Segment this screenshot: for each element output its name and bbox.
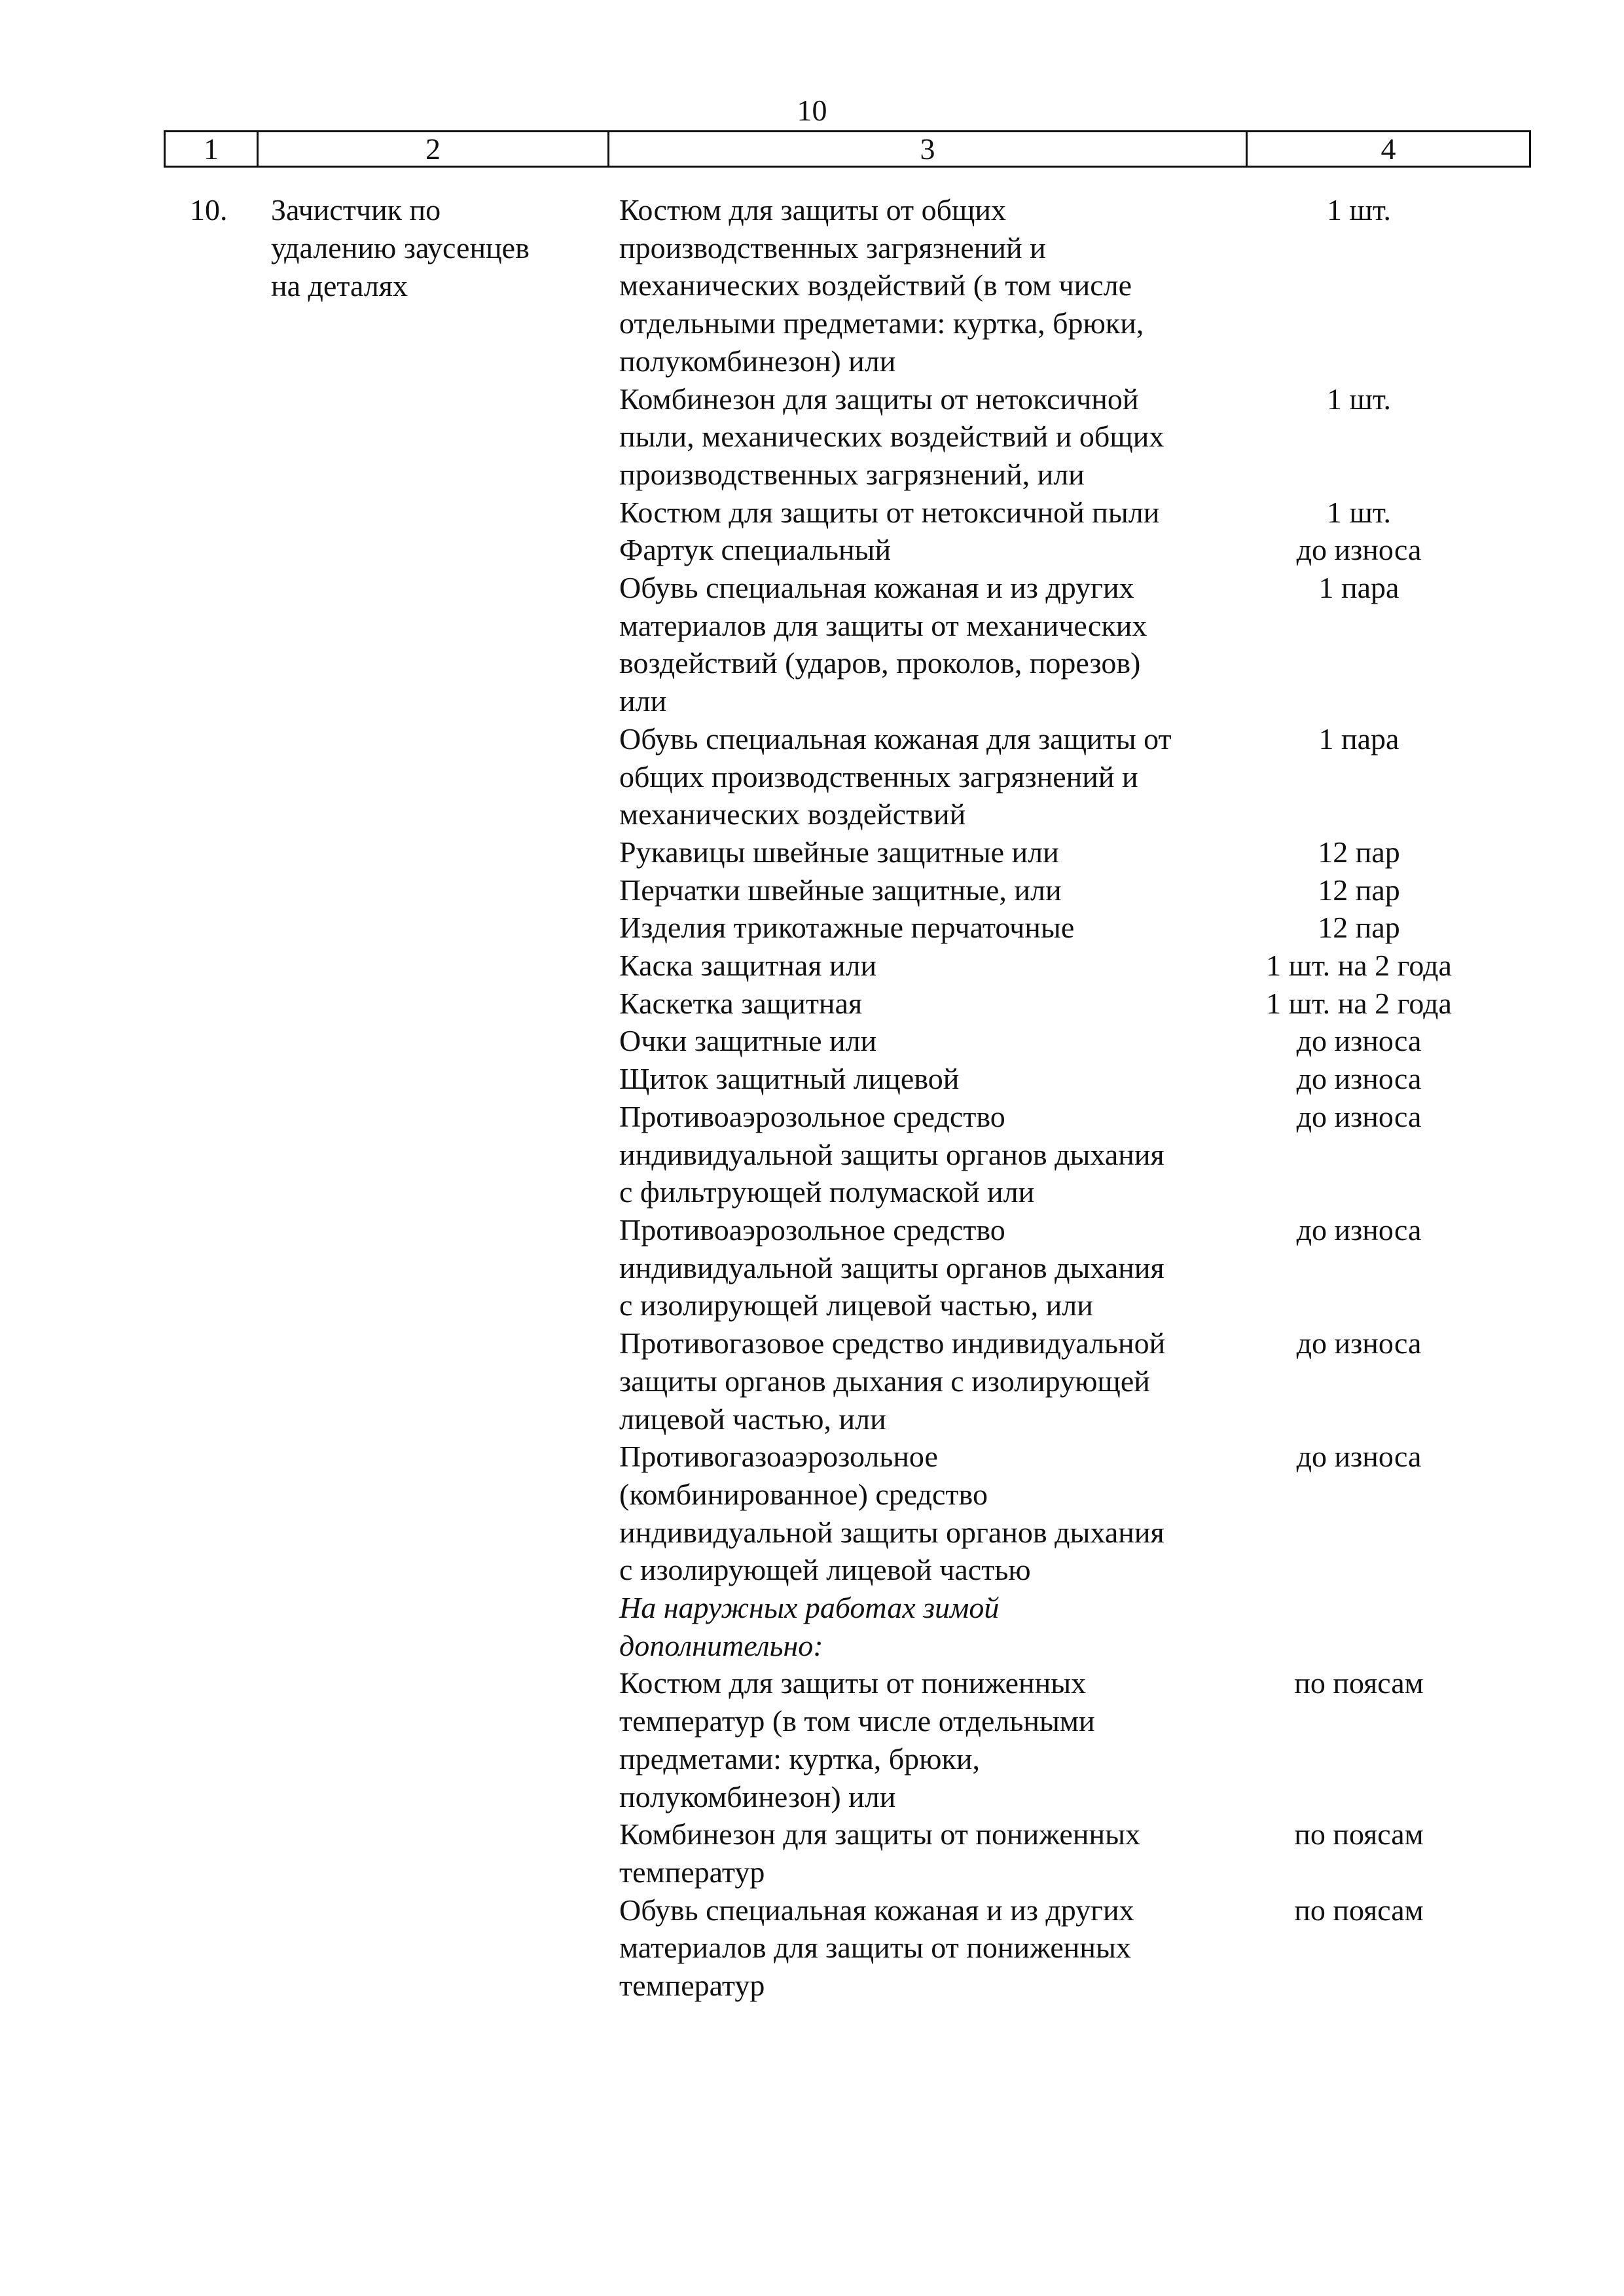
ppe-item-quantity: 1 пара [1318, 721, 1399, 756]
ppe-item-line: производственных загрязнений, или [619, 457, 1085, 491]
ppe-item-line: Каскетка защитная [619, 986, 863, 1020]
ppe-item-quantity: до износа [1296, 1099, 1422, 1133]
ppe-item [619, 909, 1509, 947]
ppe-item-name [619, 871, 1241, 909]
ppe-item-line: Изделия трикотажные перчаточные [619, 911, 1075, 945]
ppe-item [619, 1815, 1509, 1891]
header-col-4: 4 [1380, 132, 1396, 166]
ppe-item-quantity [1241, 1589, 1477, 1664]
ppe-item-quantity: 12 пар [1318, 873, 1400, 907]
ppe-item [619, 1211, 1509, 1324]
ppe-item-line: материалов для защиты от пониженных [619, 1931, 1131, 1965]
ppe-item-line: Обувь специальная кожаная и из других [619, 1893, 1134, 1927]
ppe-item [619, 380, 1509, 494]
ppe-item [619, 569, 1509, 720]
ppe-item-line: материалов для защиты от механических [619, 608, 1147, 642]
ppe-item-quantity: до износа [1296, 1212, 1422, 1247]
ppe-item-quantity: по поясам [1294, 1817, 1424, 1851]
ppe-item-line: Щиток защитный лицевой [619, 1062, 960, 1096]
header-col-3: 3 [609, 132, 1248, 166]
ppe-item-line: с изолирующей лицевой частью [619, 1553, 1031, 1587]
ppe-item-name [619, 1815, 1241, 1891]
ppe-item-name [619, 947, 1241, 985]
header-col-1: 1 [166, 132, 259, 166]
ppe-item-line: Комбинезон для защиты от нетоксичной [619, 382, 1139, 416]
row-number: 10. [190, 193, 228, 227]
ppe-item-name [619, 380, 1241, 494]
ppe-item-name [619, 569, 1241, 720]
ppe-item-line: отдельными предметами: куртка, брюки, [619, 306, 1144, 340]
ppe-item-name [619, 1324, 1241, 1438]
ppe-item-quantity: до износа [1296, 533, 1422, 567]
ppe-item-line: Обувь специальная кожаная и из других [619, 571, 1134, 605]
ppe-item-name [619, 531, 1241, 569]
ppe-item-line: Фартук специальный [619, 533, 892, 567]
ppe-item-line: полукомбинезон) или [619, 1779, 896, 1813]
ppe-item-line: Рукавицы швейные защитные или [619, 835, 1059, 869]
ppe-item-name [619, 1211, 1241, 1324]
ppe-item [619, 1438, 1509, 1589]
ppe-item-line: механических воздействий [619, 797, 966, 831]
ppe-item-line: предметами: куртка, брюки, [619, 1741, 980, 1776]
ppe-item-line: температур [619, 1855, 765, 1889]
table-header-row [164, 130, 1531, 168]
ppe-item-line: полукомбинезон) или [619, 344, 896, 378]
ppe-item [619, 1060, 1509, 1098]
ppe-item-line: или [619, 684, 667, 718]
ppe-item-quantity: 12 пар [1318, 911, 1400, 945]
ppe-item-line: производственных загрязнений и [619, 230, 1046, 264]
ppe-item [619, 191, 1509, 380]
ppe-item-name [619, 1664, 1241, 1815]
ppe-item-name [619, 191, 1241, 380]
ppe-item-line: индивидуальной защиты органов дыхания [619, 1515, 1164, 1549]
ppe-item-name [619, 1060, 1241, 1098]
ppe-item-name [619, 909, 1241, 947]
section-note [619, 1589, 1241, 1664]
ppe-item [619, 1022, 1509, 1060]
ppe-item [619, 1589, 1509, 1664]
ppe-item-line: (комбинированное) средство [619, 1477, 988, 1511]
ppe-item-line: Противогазовое средство индивидуальной [619, 1326, 1166, 1360]
profession-line: Зачистчик по [271, 193, 441, 227]
ppe-item-line: общих производственных загрязнений и [619, 759, 1138, 793]
ppe-item [619, 1324, 1509, 1438]
ppe-item-line: механических воздействий (в том числе [619, 268, 1132, 302]
ppe-item-quantity: 1 шт. [1326, 495, 1392, 529]
profession-line: на деталях [271, 269, 408, 302]
ppe-item [619, 1098, 1509, 1211]
ppe-item [619, 1664, 1509, 1815]
ppe-item-name [619, 720, 1241, 833]
ppe-item-quantity: до износа [1296, 1440, 1422, 1474]
ppe-item-line: Противоаэрозольное средство [619, 1212, 1005, 1247]
ppe-item-line: дополнительно: [619, 1628, 823, 1662]
ppe-item-name [619, 1098, 1241, 1211]
ppe-item-name [619, 494, 1241, 532]
ppe-item [619, 947, 1509, 985]
ppe-item-line: с фильтрующей полумаской или [619, 1175, 1035, 1209]
ppe-item-line: Комбинезон для защиты от пониженных [619, 1817, 1140, 1851]
ppe-item-quantity: по поясам [1294, 1666, 1424, 1700]
ppe-item-quantity: до износа [1296, 1326, 1422, 1360]
ppe-item [619, 1891, 1509, 2005]
ppe-item [619, 871, 1509, 909]
ppe-item [619, 985, 1509, 1023]
ppe-item-line: лицевой частью, или [619, 1402, 886, 1436]
header-col-2: 2 [259, 132, 609, 166]
ppe-item-name [619, 1891, 1241, 2005]
ppe-item-line: защиты органов дыхания с изолирующей [619, 1364, 1150, 1398]
ppe-item [619, 494, 1509, 532]
ppe-item-line: Каска защитная или [619, 949, 877, 983]
ppe-item-line: температур (в том числе отдельными [619, 1704, 1095, 1738]
ppe-item-quantity: до износа [1296, 1062, 1422, 1096]
ppe-item-quantity: 1 шт. [1326, 382, 1392, 416]
ppe-item-line: Перчатки швейные защитные, или [619, 873, 1062, 907]
ppe-item-line: Противогазоаэрозольное [619, 1440, 938, 1474]
ppe-item-quantity: 1 шт. на 2 года [1266, 986, 1452, 1020]
ppe-items-list [619, 191, 1509, 2005]
ppe-item [619, 720, 1509, 833]
ppe-item-name [619, 1438, 1241, 1589]
ppe-item-line: Костюм для защиты от пониженных [619, 1666, 1087, 1700]
ppe-item-line: воздействий (ударов, проколов, порезов) [619, 646, 1141, 680]
ppe-item-line: Противоаэрозольное средство [619, 1099, 1005, 1133]
ppe-item-quantity: 1 шт. [1326, 193, 1392, 227]
ppe-item-line: Очки защитные или [619, 1024, 877, 1058]
ppe-item [619, 833, 1509, 871]
ppe-item-quantity: 1 шт. на 2 года [1266, 949, 1452, 983]
ppe-item-line: На наружных работах зимой [619, 1591, 1000, 1625]
ppe-item-line: Обувь специальная кожаная для защиты от [619, 721, 1172, 756]
ppe-item-line: температур [619, 1969, 765, 2003]
ppe-item-name [619, 833, 1241, 871]
ppe-item-quantity: по поясам [1294, 1893, 1424, 1927]
ppe-item-line: Костюм для защиты от общих [619, 193, 1007, 227]
ppe-item-line: индивидуальной защиты органов дыхания [619, 1250, 1164, 1285]
ppe-item-quantity: 1 пара [1318, 571, 1399, 605]
page-number: 10 [797, 94, 827, 127]
ppe-item-quantity: до износа [1296, 1024, 1422, 1058]
profession-name [271, 191, 585, 305]
profession-line: удалению заусенцев [271, 231, 530, 264]
ppe-item-name [619, 985, 1241, 1023]
ppe-item-line: пыли, механических воздействий и общих [619, 420, 1164, 454]
ppe-item-line: с изолирующей лицевой частью, или [619, 1288, 1093, 1322]
ppe-item [619, 531, 1509, 569]
ppe-item-line: индивидуальной защиты органов дыхания [619, 1137, 1164, 1171]
ppe-item-quantity: 12 пар [1318, 835, 1400, 869]
ppe-item-name [619, 1022, 1241, 1060]
ppe-item-line: Костюм для защиты от нетоксичной пыли [619, 495, 1160, 529]
